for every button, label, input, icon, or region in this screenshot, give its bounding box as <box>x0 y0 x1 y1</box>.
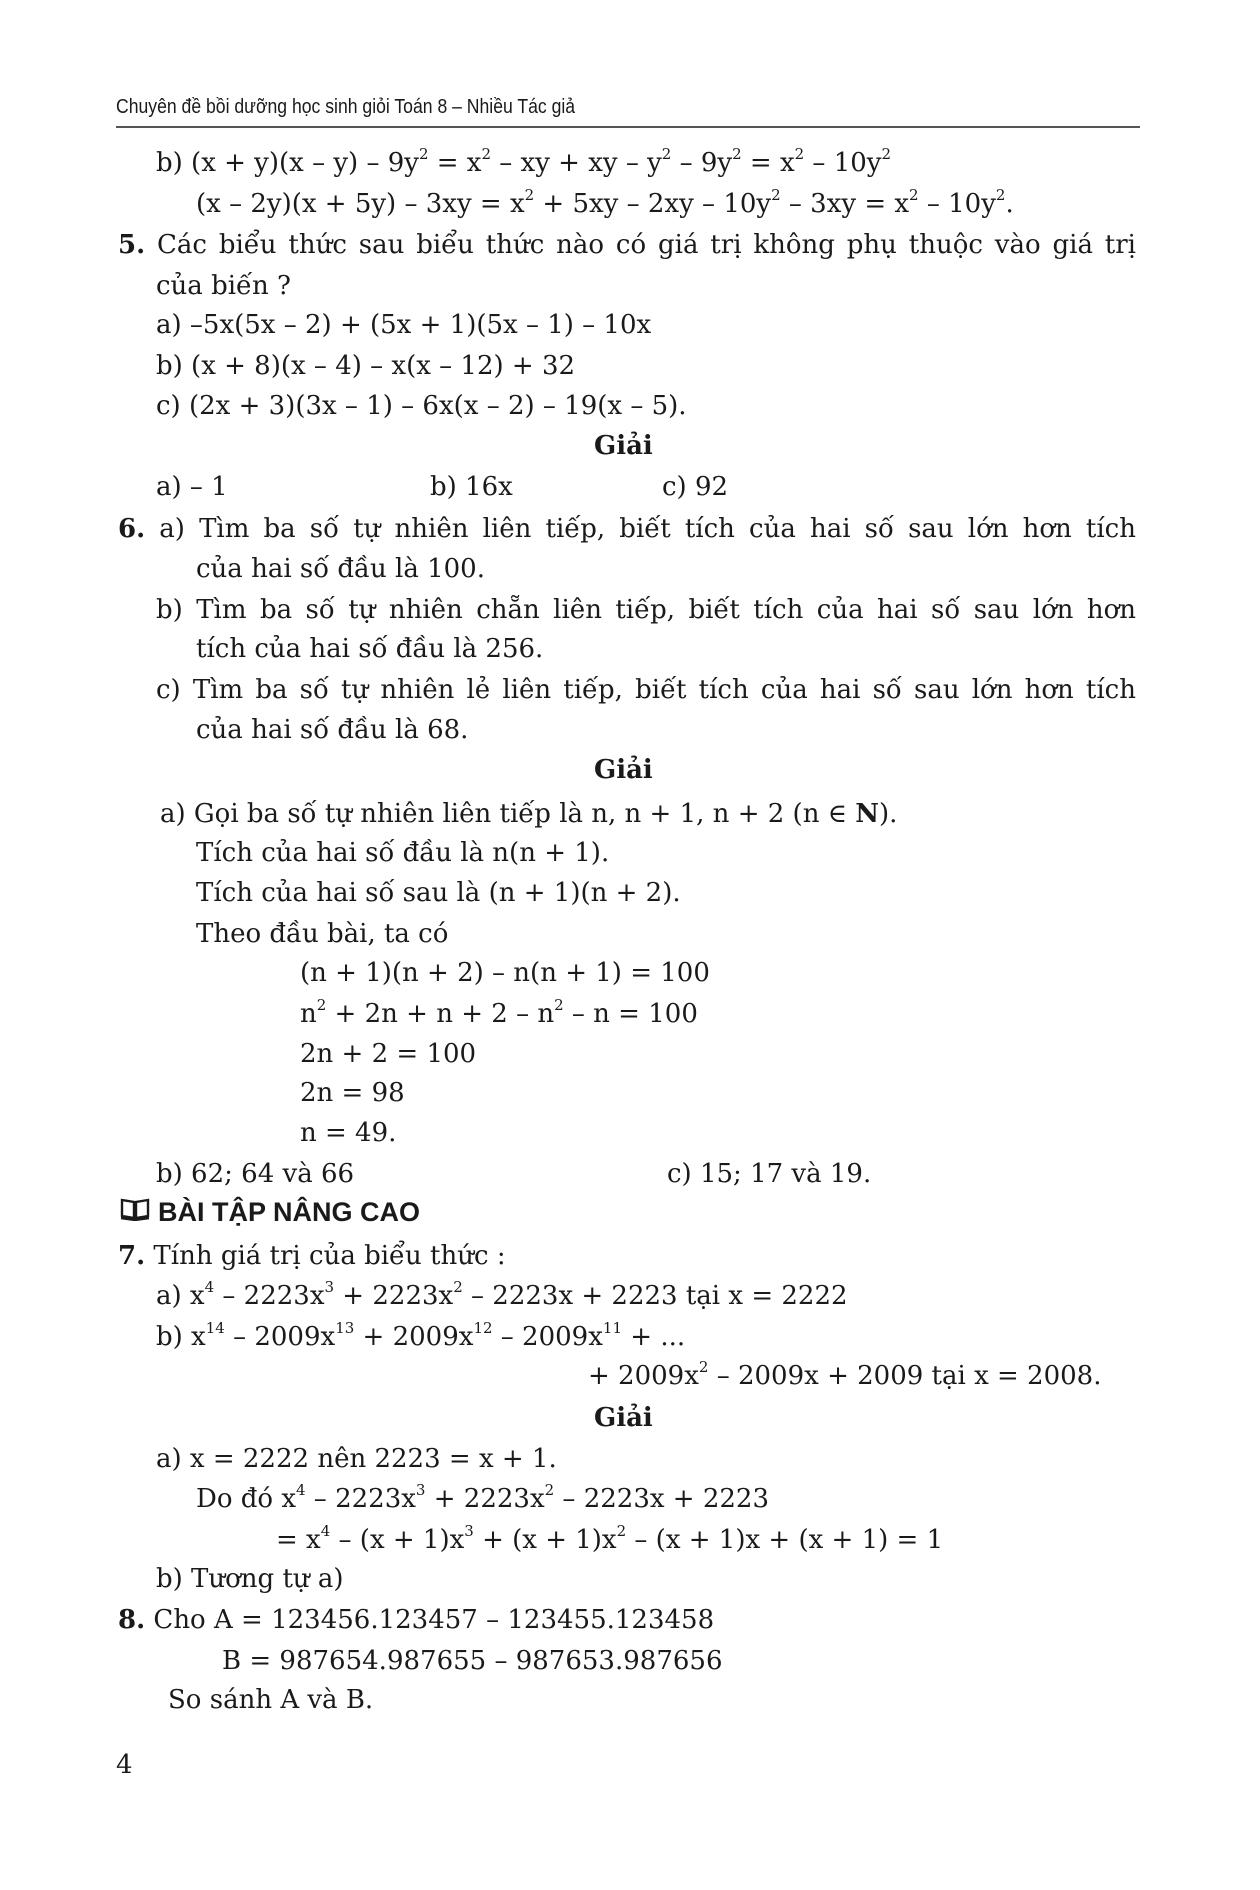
solution-heading: Giải <box>594 755 653 785</box>
equation-line: n = 49. <box>300 1118 397 1148</box>
text-line: Cho A = 123456.123457 – 123455.123458 <box>153 1605 715 1635</box>
equation-line: 2n = 98 <box>300 1078 405 1108</box>
exercise-6-question <box>118 512 1136 546</box>
superscript: 2 <box>316 996 327 1015</box>
superscript: 2 <box>616 1522 627 1541</box>
equation-line: = $x^4 - (x + 1)x^3 + (x + 1)x^2 - (x + 1)x + (x + 1) = 1$ <box>276 1522 944 1555</box>
superscript: 3 <box>464 1522 474 1541</box>
equation-line: (n + 1)(n + 2) – n(n + 1) = 100 <box>300 958 710 988</box>
answer: a) – 1 <box>156 472 228 502</box>
superscript: 12 <box>473 1319 493 1338</box>
running-header: Chuyên đề bồi dưỡng học sinh giỏi Toán 8 – Nhiều Tác giả <box>116 96 576 118</box>
superscript: 2 <box>794 145 805 164</box>
header-rule <box>116 126 1140 128</box>
text-line: tích của hai số đầu là 256. <box>196 634 544 664</box>
text-line: Do đó $x^4 - 2223x^3 + 2223x^2 - 2223x + 2223$ <box>196 1481 770 1514</box>
superscript: 4 <box>204 1278 215 1297</box>
text-line: Tích của hai số đầu là n(n + 1). <box>196 838 610 868</box>
text-line: c) (2x + 3)(3x – 1) – 6x(x – 2) – 19(x – 5). <box>156 391 687 421</box>
text-line: b) Tương tự a) <box>156 1564 344 1594</box>
exercise-number: 6. <box>118 514 146 544</box>
text-line: $(x - 2y)(x + 5y) - 3xy = x^2 + 5xy - 2xy - 10y^2 - 3xy = x^2 - 10y^2$. <box>196 186 1014 219</box>
exercise-number: 7. <box>118 1241 146 1271</box>
superscript: 2 <box>418 145 429 164</box>
bold-symbol: N <box>855 799 879 829</box>
answer: c) 92 <box>662 472 729 502</box>
exercise-number: 5. <box>118 230 146 260</box>
superscript: 2 <box>481 145 492 164</box>
superscript: 2 <box>453 1278 463 1297</box>
text-line: của hai số đầu là 100. <box>196 554 485 584</box>
text-line: của hai số đầu là 68. <box>196 715 469 745</box>
text-line: Theo đầu bài, ta có <box>196 919 449 949</box>
section-heading <box>120 1197 420 1228</box>
answer: b) 16x <box>430 472 513 502</box>
text-line: a) Tìm ba số tự nhiên liên tiếp, biết tích của hai số sau lớn hơn tích <box>159 514 1136 544</box>
text-line: a) Gọi ba số tự nhiên liên tiếp là n, n + 1, n + 2 (n ∈ N). <box>160 799 898 829</box>
text-line: Tích của hai số sau là (n + 1)(n + 2). <box>196 878 681 908</box>
text-line: a) –5x(5x – 2) + (5x + 1)(5x – 1) – 10x <box>156 310 652 340</box>
text-line: So sánh A và B. <box>168 1685 374 1715</box>
text-line: của biến ? <box>156 271 291 301</box>
text-line: c) Tìm ba số tự nhiên lẻ liên tiếp, biết tích của hai số sau lớn hơn tích <box>156 675 1136 705</box>
text-line: a) x = 2222 nên 2223 = x + 1. <box>156 1444 557 1474</box>
superscript: 4 <box>320 1522 331 1541</box>
superscript: 14 <box>205 1319 225 1338</box>
text-line: b) (x + 8)(x – 4) – x(x – 12) + 32 <box>156 351 576 381</box>
text-line: B = 987654.987655 – 987653.987656 <box>222 1646 723 1676</box>
superscript: 4 <box>296 1481 306 1500</box>
superscript: 2 <box>909 186 919 205</box>
text-line: b) Tìm ba số tự nhiên chẵn liên tiếp, biết tích của hai số sau lớn hơn <box>156 595 1136 625</box>
text-line: b) $(x + y)(x - y) - 9y^2 = x^2$ – xy + xy – $y^2 - 9y^2 = x^2 - 10y^2$ <box>156 145 892 178</box>
equation-line: $n^2 + 2n + n + 2 - n^2 - n = 100$ <box>300 996 698 1029</box>
superscript: 2 <box>771 186 781 205</box>
superscript: 2 <box>554 996 564 1015</box>
superscript: 3 <box>324 1278 335 1297</box>
answer: c) 15; 17 và 19. <box>667 1159 872 1189</box>
exercise-5-question <box>118 228 1136 262</box>
solution-heading: Giải <box>594 431 653 461</box>
superscript: 2 <box>524 186 535 205</box>
text-line: Tính giá trị của biểu thức : <box>153 1241 506 1271</box>
text-line: b) $x^{14} - 2009x^{13} + 2009x^{12} - 2009x^{11}$ + ... <box>156 1319 686 1352</box>
superscript: 2 <box>995 186 1006 205</box>
superscript: 3 <box>415 1481 426 1500</box>
superscript: 13 <box>335 1319 355 1338</box>
superscript: 2 <box>544 1481 555 1500</box>
page-number: 4 <box>116 1750 133 1780</box>
superscript: 11 <box>602 1319 622 1338</box>
text-line: a) $x^4 - 2223x^3 + 2223x^2 - 2223x + 2223$ tại x = 2222 <box>156 1278 848 1311</box>
equation-line: 2n + 2 = 100 <box>300 1039 477 1069</box>
text-line: Các biểu thức sau biểu thức nào có giá trị không phụ thuộc vào giá trị <box>157 230 1137 260</box>
exercise-7-question <box>118 1239 506 1273</box>
exercise-number: 8. <box>118 1605 146 1635</box>
superscript: 2 <box>881 145 892 164</box>
text-line: + $2009x^2 - 2009x + 2009$ tại x = 2008. <box>588 1358 1102 1391</box>
solution-heading: Giải <box>594 1403 653 1433</box>
superscript: 2 <box>732 145 742 164</box>
superscript: 2 <box>698 1358 709 1377</box>
section-heading-text: BÀI TẬP NÂNG CAO <box>158 1197 421 1227</box>
book-icon <box>120 1197 150 1228</box>
answer: b) 62; 64 và 66 <box>156 1159 355 1189</box>
exercise-8-question <box>118 1603 714 1637</box>
superscript: 2 <box>661 145 672 164</box>
